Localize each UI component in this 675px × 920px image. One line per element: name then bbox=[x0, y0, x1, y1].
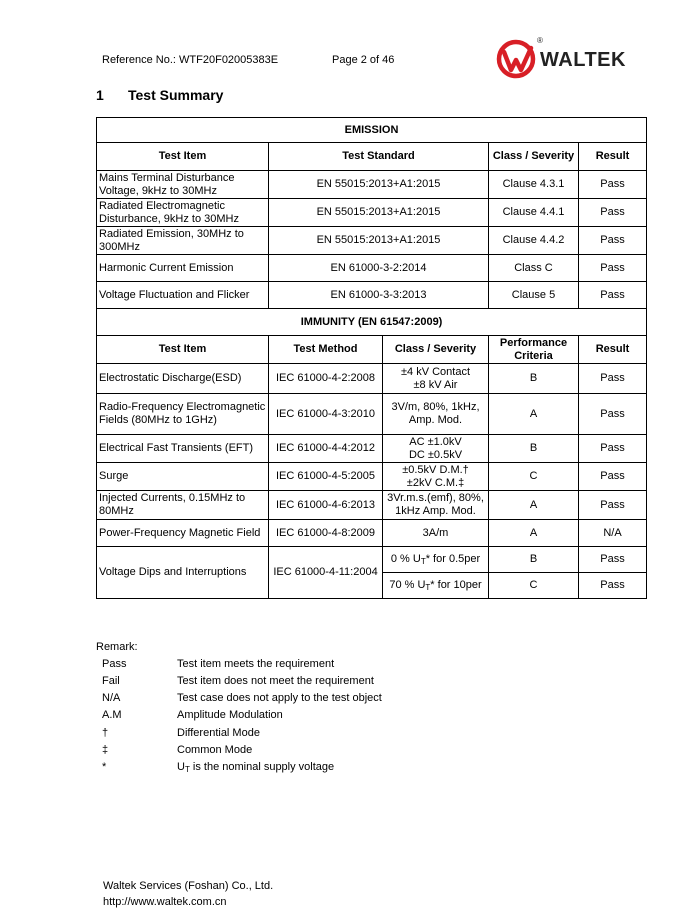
severity-line: DC ±0.5kV bbox=[408, 448, 463, 461]
col-class-severity: Class / Severity bbox=[489, 143, 579, 171]
criteria: C bbox=[489, 463, 579, 491]
test-standard: EN 55015:2013+A1:2015 bbox=[269, 199, 489, 227]
test-standard: EN 55015:2013+A1:2015 bbox=[269, 171, 489, 199]
test-item: Mains Terminal Disturbance Voltage, 9kHz to 30MHz bbox=[97, 171, 269, 199]
test-item: Voltage Fluctuation and Flicker bbox=[97, 282, 269, 309]
footer-url[interactable]: http://www.waltek.com.cn bbox=[103, 896, 227, 908]
col-result: Result bbox=[579, 336, 647, 364]
test-item: Radiated Emission, 30MHz to 300MHz bbox=[97, 227, 269, 255]
criteria: B bbox=[489, 364, 579, 394]
table-row bbox=[97, 435, 647, 463]
waltek-emblem-icon bbox=[496, 36, 540, 80]
result: Pass bbox=[579, 171, 647, 199]
col-test-standard: Test Standard bbox=[269, 143, 489, 171]
remark-desc: Test item does not meet the requirement bbox=[177, 675, 374, 687]
remark-desc: Common Mode bbox=[177, 744, 253, 756]
remark-desc: Test case does not apply to the test object bbox=[177, 692, 382, 704]
remark-desc: Test item meets the requirement bbox=[177, 658, 335, 670]
table-row bbox=[97, 463, 647, 491]
severity-subscript: T bbox=[420, 557, 426, 566]
remark-key: † bbox=[102, 727, 109, 739]
col-performance-criteria: Performance Criteria bbox=[489, 336, 579, 364]
result: Pass bbox=[579, 227, 647, 255]
test-item: Radio-Frequency Electromagnetic Fields (80MHz to 1GHz) bbox=[97, 394, 269, 435]
criteria: B bbox=[489, 547, 579, 573]
test-item: Radiated Electromagnetic Disturbance, 9kHz to 30MHz bbox=[97, 199, 269, 227]
severity-line: ±8 kV Air bbox=[413, 378, 458, 391]
section-number: 1 bbox=[96, 87, 104, 103]
class-severity bbox=[383, 491, 489, 520]
col-result: Result bbox=[579, 143, 647, 171]
test-item: Injected Currents, 0.15MHz to 80MHz bbox=[97, 491, 269, 520]
col-class-severity: Class / Severity bbox=[383, 336, 489, 364]
result: Pass bbox=[579, 199, 647, 227]
table-row bbox=[97, 227, 647, 255]
class-severity bbox=[383, 364, 489, 394]
severity-line: AC ±1.0kV bbox=[409, 435, 462, 448]
remark-key: Fail bbox=[102, 675, 120, 687]
remark-text: is the nominal supply voltage bbox=[189, 761, 335, 773]
remark-title: Remark: bbox=[96, 641, 138, 653]
remark-subscript: T bbox=[184, 765, 190, 774]
class-severity: Class C bbox=[489, 255, 579, 282]
severity-line: ±4 kV Contact bbox=[400, 365, 470, 378]
remark-key: N/A bbox=[102, 692, 121, 704]
class-severity: Clause 4.4.2 bbox=[489, 227, 579, 255]
waltek-logo bbox=[496, 36, 646, 80]
remark-key: A.M bbox=[102, 709, 122, 721]
class-severity bbox=[383, 573, 489, 599]
col-test-method: Test Method bbox=[269, 336, 383, 364]
test-standard: EN 55015:2013+A1:2015 bbox=[269, 227, 489, 255]
severity-line: 1kHz Amp. Mod. bbox=[395, 505, 476, 517]
remark-key: Pass bbox=[102, 658, 127, 670]
result: Pass bbox=[579, 255, 647, 282]
result: Pass bbox=[579, 364, 647, 394]
table-row bbox=[97, 255, 647, 282]
result: Pass bbox=[579, 463, 647, 491]
class-severity bbox=[383, 435, 489, 463]
test-method: IEC 61000-4-6:2013 bbox=[269, 491, 383, 520]
criteria: A bbox=[489, 520, 579, 547]
registered-mark: ® bbox=[537, 36, 543, 45]
section-title: Test Summary bbox=[128, 87, 224, 103]
table-row bbox=[97, 491, 647, 520]
result: Pass bbox=[579, 435, 647, 463]
test-method: IEC 61000-4-2:2008 bbox=[269, 364, 383, 394]
criteria: A bbox=[489, 491, 579, 520]
immunity-table bbox=[96, 308, 647, 599]
remark-desc: Differential Mode bbox=[177, 727, 260, 739]
test-item: Electrostatic Discharge(ESD) bbox=[97, 364, 269, 394]
result: Pass bbox=[579, 394, 647, 435]
remark-key: ‡ bbox=[102, 744, 109, 756]
remark-key: * bbox=[102, 761, 107, 773]
severity-line: ±0.5kV D.M.† bbox=[402, 463, 469, 476]
class-severity: Clause 4.4.1 bbox=[489, 199, 579, 227]
table-row bbox=[97, 364, 647, 394]
logo-wordmark: WALTEK bbox=[540, 49, 626, 71]
class-severity bbox=[383, 463, 489, 491]
table-row bbox=[97, 394, 647, 435]
result: Pass bbox=[579, 573, 647, 599]
severity-line: ±2kV C.M.‡ bbox=[406, 476, 465, 489]
result: N/A bbox=[579, 520, 647, 547]
test-method: IEC 61000-4-4:2012 bbox=[269, 435, 383, 463]
footer-company: Waltek Services (Foshan) Co., Ltd. bbox=[103, 880, 274, 892]
severity-text: * for 0.5per bbox=[425, 553, 481, 565]
reference-number: Reference No.: WTF20F02005383E bbox=[102, 54, 279, 66]
result: Pass bbox=[579, 491, 647, 520]
table-row bbox=[97, 199, 647, 227]
table-row bbox=[97, 282, 647, 309]
table-row bbox=[97, 520, 647, 547]
class-severity: Clause 5 bbox=[489, 282, 579, 309]
criteria: B bbox=[489, 435, 579, 463]
remark-desc: Amplitude Modulation bbox=[177, 709, 283, 721]
col-test-item: Test Item bbox=[97, 336, 269, 364]
test-item: Electrical Fast Transients (EFT) bbox=[97, 435, 269, 463]
test-method: IEC 61000-4-8:2009 bbox=[269, 520, 383, 547]
severity-text: 70 % U bbox=[389, 579, 426, 591]
emission-band: EMISSION bbox=[97, 118, 647, 143]
criteria: C bbox=[489, 573, 579, 599]
test-item: Harmonic Current Emission bbox=[97, 255, 269, 282]
test-item: Power-Frequency Magnetic Field bbox=[97, 520, 269, 547]
page-number: Page 2 of 46 bbox=[332, 54, 395, 66]
remark-text: U bbox=[177, 761, 185, 773]
test-standard: EN 61000-3-2:2014 bbox=[269, 255, 489, 282]
severity-line: 3V/m, 80%, 1kHz, bbox=[391, 401, 480, 413]
test-standard: EN 61000-3-3:2013 bbox=[269, 282, 489, 309]
test-item: Voltage Dips and Interruptions bbox=[97, 547, 269, 599]
result: Pass bbox=[579, 282, 647, 309]
test-method: IEC 61000-4-5:2005 bbox=[269, 463, 383, 491]
table-row bbox=[97, 547, 647, 573]
severity-line: 3Vr.m.s.(emf), 80%, bbox=[387, 492, 484, 504]
severity-text: 0 % U bbox=[390, 553, 421, 565]
test-method: IEC 61000-4-11:2004 bbox=[269, 547, 383, 599]
remark-desc bbox=[177, 761, 334, 773]
class-severity bbox=[383, 547, 489, 573]
col-test-item: Test Item bbox=[97, 143, 269, 171]
criteria: A bbox=[489, 394, 579, 435]
test-item: Surge bbox=[97, 463, 269, 491]
severity-line: Amp. Mod. bbox=[408, 414, 463, 426]
test-method: IEC 61000-4-3:2010 bbox=[269, 394, 383, 435]
class-severity: Clause 4.3.1 bbox=[489, 171, 579, 199]
table-row bbox=[97, 171, 647, 199]
severity-subscript: T bbox=[425, 583, 431, 592]
immunity-band: IMMUNITY (EN 61547:2009) bbox=[97, 309, 647, 336]
class-severity bbox=[383, 394, 489, 435]
severity-text: * for 10per bbox=[430, 579, 482, 591]
class-severity: 3A/m bbox=[383, 520, 489, 547]
result: Pass bbox=[579, 547, 647, 573]
emission-table bbox=[96, 117, 647, 309]
